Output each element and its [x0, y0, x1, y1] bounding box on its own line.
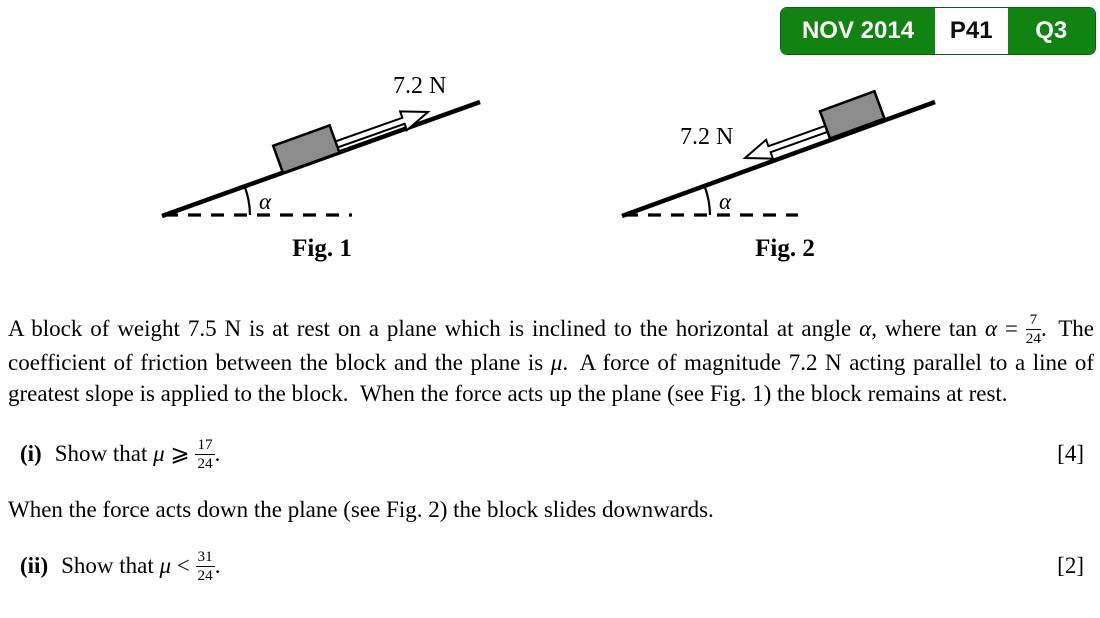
part-ii-label: (ii): [20, 552, 49, 578]
fig2-angle-label: α: [719, 189, 732, 214]
fig2-diagram: [600, 60, 945, 275]
fig2-block: [820, 91, 884, 138]
fig2-force-label: 7.2 N: [680, 124, 734, 150]
fig1-caption: Fig. 1: [292, 235, 352, 262]
fraction: $\frac{7}{24}$: [1025, 311, 1041, 347]
fig2-angle-arc: [705, 186, 711, 215]
fig1-force-arrow-up-slope: [331, 111, 428, 149]
fig1-diagram: [140, 60, 500, 275]
problem-text-block: [8, 312, 1094, 584]
part-ii-question: Show that μ < $\frac{31}{24}$ .: [61, 547, 221, 584]
part-ii-row: [8, 549, 1094, 584]
exam-session-label: NOV 2014: [781, 8, 935, 54]
part-i-marks: [4]: [1057, 440, 1084, 466]
fig1-angle-arc: [245, 186, 251, 215]
fig1-block: [273, 125, 339, 173]
part-ii-marks: [2]: [1057, 552, 1084, 578]
problem-statement: A block of weight 7.5 N is at rest on a plane which is inclined to the horizontal at angle α, where tan α = $\frac{7}{24}$ . The coefficient of friction between the block and the plane is μ. A force of magnitude 7.2 N acting parallel to a line of greatest slope is applied to the block. When the force acts up the plane (see Fig. 1) the block remains at rest.: [8, 311, 1094, 406]
fig1-angle-label: α: [259, 189, 272, 214]
fraction: $\frac{17}{24}$: [197, 435, 213, 472]
between-statement: When the force acts down the plane (see Fig. 2) the block slides downwards.: [8, 496, 714, 522]
fig1-force-label: 7.2 N: [393, 73, 447, 99]
exam-reference-badge: [780, 7, 1096, 55]
part-i-row: [8, 437, 1094, 472]
exam-paper-label: P41: [935, 8, 1008, 54]
part-i-question: Show that μ ⩾ $\frac{17}{24}$ .: [54, 435, 221, 472]
part-i-label: (i): [20, 440, 42, 466]
fig2-incline-line: [622, 102, 935, 216]
exam-question-label: Q3: [1008, 8, 1095, 54]
fraction: $\frac{31}{24}$: [197, 547, 213, 584]
fig2-caption: Fig. 2: [755, 235, 815, 262]
